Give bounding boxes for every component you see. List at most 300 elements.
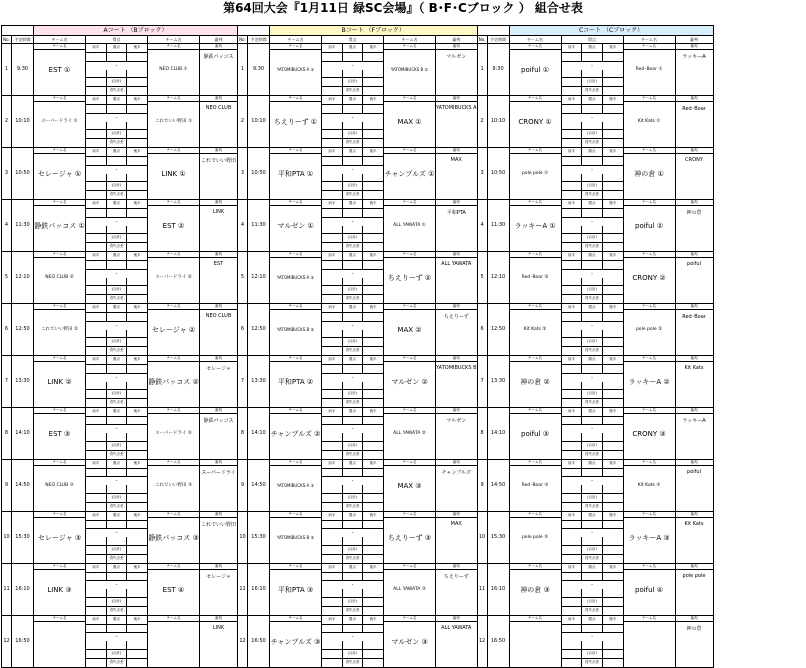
- sub-label: 勝点: [107, 408, 128, 416]
- score-header-row: [86, 304, 147, 313]
- referee-cell: [675, 407, 713, 459]
- away-team-name: MAX ③: [397, 481, 422, 490]
- court-c-header: Cコート （Cブロック）: [509, 26, 713, 36]
- score-slot: [86, 87, 107, 95]
- score-dash-row: [562, 633, 623, 641]
- score-slot: [127, 130, 147, 138]
- half1-label: 前半: [322, 460, 343, 468]
- referee-label: 審判: [436, 564, 477, 570]
- score-header-row: [86, 408, 147, 417]
- score-slot: [127, 70, 147, 78]
- home-team-name: NEO CLUB ③: [45, 482, 74, 488]
- score-cell: [561, 459, 623, 511]
- pk-row: [322, 295, 383, 303]
- team-label: チーム名: [270, 304, 321, 310]
- score-slot: [562, 191, 583, 199]
- pk-row: [562, 243, 623, 251]
- pk-label: 得失点差: [582, 555, 603, 563]
- score-slot: [562, 529, 582, 537]
- referee-cell: [436, 303, 478, 355]
- referee-cell: [675, 303, 713, 355]
- sub-label: 勝点: [343, 148, 364, 156]
- score-slot: [603, 417, 623, 425]
- score-row: [562, 174, 623, 183]
- score-slot: [602, 218, 622, 226]
- score-row: [562, 70, 623, 79]
- pk-label: 得失点差: [582, 87, 603, 95]
- score-row: [562, 469, 623, 478]
- score-slot: [322, 425, 342, 433]
- score-row: [562, 209, 623, 218]
- match-time: 10:10: [12, 95, 34, 147]
- total-row: [322, 78, 383, 87]
- score-slot: [582, 70, 603, 78]
- match-number: 5: [238, 251, 248, 303]
- team-header: チーム名: [384, 36, 436, 44]
- team-label: チーム名: [148, 148, 199, 154]
- away-team-name: Kit Kats ①: [637, 118, 661, 124]
- away-team-name: マルゼン ②: [391, 377, 428, 386]
- score-slot: [603, 87, 623, 95]
- score-slot: [107, 209, 128, 217]
- score-slot: [127, 338, 147, 346]
- team-label: チーム名: [624, 512, 675, 518]
- referee-label: 審判: [200, 564, 237, 570]
- score-slot: [562, 374, 582, 382]
- score-slot: [322, 130, 343, 138]
- score-slot: [363, 417, 383, 425]
- score-slot: [582, 485, 603, 493]
- score-slot: [562, 295, 583, 303]
- score-slot: [86, 555, 107, 563]
- sub-label: 勝点: [107, 44, 128, 52]
- score-row: [86, 174, 147, 183]
- team-label: チーム名: [624, 96, 675, 102]
- referee-label: 審判: [436, 148, 477, 154]
- score-slot: [127, 546, 147, 554]
- score-slot: [603, 261, 623, 269]
- match-number: 3: [2, 147, 12, 199]
- score-row: [86, 313, 147, 322]
- score-row: [322, 313, 383, 322]
- away-team-name: CRONY ③: [632, 429, 666, 438]
- score-row: [322, 261, 383, 270]
- score-dash: -: [591, 270, 593, 277]
- score-slot: [127, 477, 147, 485]
- total-label: (合計): [582, 234, 603, 242]
- referee-label: 審判: [436, 408, 477, 414]
- score-slot: [86, 529, 106, 537]
- score-dash-row: [322, 218, 383, 226]
- pk-label: 得失点差: [343, 191, 364, 199]
- match-row: [2, 615, 714, 667]
- team-label: チーム名: [510, 460, 561, 466]
- spacer: [238, 26, 270, 36]
- score-slot: [107, 469, 128, 477]
- away-team-cell: [148, 407, 200, 459]
- score-slot: [562, 607, 583, 615]
- score-slot: [562, 451, 583, 459]
- half1-label: 前半: [562, 512, 583, 520]
- match-number: 5: [2, 251, 12, 303]
- score-slot: [127, 469, 147, 477]
- score-dash-row: [86, 322, 147, 330]
- referee-label: 審判: [676, 460, 713, 466]
- score-slot: [603, 485, 623, 493]
- pk-label: 得失点差: [107, 451, 128, 459]
- half2-label: 後半: [609, 460, 617, 465]
- half1-label: 前半: [86, 408, 107, 416]
- team-label: チーム名: [34, 356, 85, 362]
- total-row: [86, 182, 147, 191]
- score-slot: [343, 209, 364, 217]
- score-slot: [107, 313, 128, 321]
- referee-label: 審判: [200, 148, 237, 154]
- score-cell: [322, 199, 384, 251]
- score-row: [86, 417, 147, 426]
- away-team-cell: [148, 511, 200, 563]
- match-time: 10:50: [487, 147, 509, 199]
- score-dash: -: [115, 166, 118, 173]
- score-slot: [603, 191, 623, 199]
- half2-label: 後半: [369, 460, 377, 465]
- referee-cell: [436, 615, 478, 667]
- match-time: 14:50: [12, 459, 34, 511]
- score-slot: [86, 313, 107, 321]
- referee-label: 審判: [200, 408, 237, 414]
- score-slot: [602, 477, 622, 485]
- pk-row: [86, 347, 147, 355]
- half1-label: 前半: [562, 96, 583, 104]
- team-label: チーム名: [34, 44, 85, 50]
- score-slot: [603, 105, 623, 113]
- score-slot: [322, 62, 342, 70]
- score-slot: [86, 218, 106, 226]
- score-slot: [582, 330, 603, 338]
- home-team-cell: [509, 563, 561, 615]
- score-slot: [127, 633, 147, 641]
- referee-label: 審判: [200, 460, 237, 466]
- referee-cell: [675, 251, 713, 303]
- referee-label: 審判: [436, 460, 477, 466]
- score-slot: [322, 53, 343, 61]
- score-dash-row: [322, 529, 383, 537]
- score-row: [562, 382, 623, 391]
- score-dash: -: [351, 270, 354, 277]
- away-team-cell: [384, 251, 436, 303]
- total-row: [322, 546, 383, 555]
- score-header: 得点: [86, 36, 148, 44]
- pk-label: 得失点差: [107, 399, 128, 407]
- away-team-name: [148, 622, 199, 662]
- score-slot: [363, 286, 383, 294]
- referee-name: 平和PTA: [446, 209, 466, 216]
- score-slot: [582, 53, 603, 61]
- score-slot: [582, 433, 603, 441]
- sub-label: 勝点: [343, 200, 364, 208]
- score-cell: [561, 303, 623, 355]
- score-slot: [343, 105, 364, 113]
- score-slot: [363, 503, 383, 511]
- score-slot: [602, 529, 622, 537]
- half1-label: 前半: [86, 564, 107, 572]
- referee-cell: [675, 95, 713, 147]
- away-team-cell: [623, 95, 675, 147]
- score-dash-row: [322, 166, 383, 174]
- score-slot: [603, 226, 623, 234]
- team-label: チーム名: [148, 304, 199, 310]
- team-label: チーム名: [510, 512, 561, 518]
- score-slot: [107, 330, 128, 338]
- pk-label: 得失点差: [582, 659, 603, 667]
- score-cell: [561, 251, 623, 303]
- score-slot: [562, 598, 583, 606]
- half2-label: 後半: [369, 616, 377, 621]
- half2-label: 後半: [609, 408, 617, 413]
- score-slot: [127, 451, 147, 459]
- pk-label: 得失点差: [343, 503, 364, 511]
- score-cell: [86, 303, 148, 355]
- score-slot: [582, 589, 603, 597]
- team-label: チーム名: [624, 408, 675, 414]
- score-slot: [363, 322, 383, 330]
- score-slot: [602, 270, 622, 278]
- referee-cell: [200, 355, 238, 407]
- score-slot: [603, 243, 623, 251]
- half1-label: 前半: [562, 564, 583, 572]
- away-team-name: ちえりーず ②: [387, 273, 432, 282]
- referee-label: 審判: [200, 44, 237, 50]
- score-slot: [582, 278, 603, 286]
- team-label: チーム名: [34, 616, 85, 622]
- score-slot: [127, 347, 147, 355]
- half2-label: 後半: [609, 96, 617, 101]
- score-row: [322, 157, 383, 166]
- half1-label: 前半: [562, 304, 583, 312]
- score-slot: [562, 218, 582, 226]
- total-row: [322, 234, 383, 243]
- score-slot: [86, 573, 107, 581]
- pk-row: [322, 503, 383, 511]
- match-time: 11:30: [12, 199, 34, 251]
- referee-cell: [200, 407, 238, 459]
- pk-row: [86, 87, 147, 95]
- score-cell: [86, 147, 148, 199]
- score-header-row: [562, 512, 623, 521]
- team-label: チーム名: [510, 148, 561, 154]
- score-slot: [582, 625, 603, 633]
- sub-label: 勝点: [582, 200, 603, 208]
- score-cell: [322, 251, 384, 303]
- score-slot: [343, 157, 364, 165]
- score-slot: [322, 433, 343, 441]
- referee-name: MAX: [450, 520, 462, 527]
- score-header-row: [562, 408, 623, 417]
- score-dash-row: [562, 218, 623, 226]
- home-team-name: チャンプルズ ②: [270, 429, 321, 438]
- score-slot: [363, 485, 383, 493]
- half1-label: 前半: [562, 148, 583, 156]
- half2-label: 後半: [133, 564, 141, 569]
- sub-label: 勝点: [582, 512, 603, 520]
- team-label: チーム名: [510, 44, 561, 50]
- total-row: [562, 78, 623, 87]
- half1-label: 前半: [322, 44, 343, 52]
- score-slot: [86, 62, 106, 70]
- match-time: 12:10: [487, 251, 509, 303]
- team-label: チーム名: [148, 408, 199, 414]
- score-slot: [86, 78, 107, 86]
- away-team-name: マルゼン ③: [391, 637, 428, 646]
- match-time: 14:50: [248, 459, 270, 511]
- total-row: [562, 546, 623, 555]
- score-row: [86, 70, 147, 79]
- score-slot: [86, 469, 107, 477]
- score-row: [562, 625, 623, 634]
- team-label: チーム名: [624, 148, 675, 154]
- score-dash-row: [562, 425, 623, 433]
- score-slot: [127, 122, 147, 130]
- score-cell: [561, 355, 623, 407]
- score-slot: [343, 573, 364, 581]
- score-slot: [86, 114, 106, 122]
- score-row: [322, 573, 383, 582]
- score-slot: [363, 209, 383, 217]
- score-slot: [343, 469, 364, 477]
- home-team-cell: [270, 147, 322, 199]
- home-team-name: 平和PTA ③: [277, 585, 314, 594]
- score-slot: [562, 322, 582, 330]
- referee-cell: [200, 44, 238, 96]
- score-slot: [343, 174, 364, 182]
- score-slot: [322, 641, 343, 649]
- referee-cell: [675, 615, 713, 667]
- score-slot: [86, 209, 107, 217]
- team-label: チーム名: [510, 356, 561, 362]
- away-team-name: NEO CLUB ①: [159, 67, 188, 72]
- half1-label: 前半: [322, 512, 343, 520]
- score-slot: [86, 338, 107, 346]
- sub-label: 勝点: [107, 200, 128, 208]
- score-slot: [602, 633, 622, 641]
- half1-label: 前半: [86, 356, 107, 364]
- score-slot: [363, 641, 383, 649]
- referee-cell: [200, 615, 238, 667]
- score-slot: [322, 607, 343, 615]
- referee-name: Kit Kats: [684, 520, 704, 527]
- score-slot: [343, 226, 364, 234]
- score-cell: [322, 147, 384, 199]
- score-slot: [322, 650, 343, 658]
- score-slot: [582, 469, 603, 477]
- score-slot: [343, 330, 364, 338]
- score-slot: [562, 589, 583, 597]
- pk-row: [86, 451, 147, 459]
- pk-label: 得失点差: [343, 555, 364, 563]
- pk-label: 得失点差: [582, 503, 603, 511]
- score-slot: [86, 182, 107, 190]
- match-time: 12:50: [487, 303, 509, 355]
- total-row: [86, 546, 147, 555]
- sub-label: 勝点: [343, 616, 364, 624]
- score-slot: [582, 105, 603, 113]
- half2-label: 後半: [133, 356, 141, 361]
- pk-row: [562, 139, 623, 147]
- team-label: チーム名: [34, 96, 85, 102]
- team-label: チーム名: [148, 564, 199, 570]
- score-row: [322, 625, 383, 634]
- half2-label: 後半: [609, 200, 617, 205]
- away-team-cell: [623, 615, 675, 667]
- score-slot: [602, 114, 622, 122]
- score-slot: [343, 417, 364, 425]
- score-slot: [562, 209, 583, 217]
- away-team-name: EST ④: [162, 585, 185, 594]
- score-slot: [582, 313, 603, 321]
- total-label: (合計): [343, 234, 364, 242]
- referee-label: 審判: [676, 564, 713, 570]
- score-slot: [562, 347, 583, 355]
- score-row: [86, 278, 147, 287]
- score-slot: [127, 295, 147, 303]
- home-team-name: ちえりーず ①: [273, 117, 318, 126]
- referee-name: LINK: [212, 208, 225, 215]
- home-team-name: YATOMIBUCKS A ①: [276, 67, 315, 72]
- score-slot: [363, 70, 383, 78]
- score-slot: [562, 270, 582, 278]
- home-team-cell: [34, 355, 86, 407]
- score-slot: [343, 261, 364, 269]
- score-slot: [107, 537, 128, 545]
- score-row: [322, 521, 383, 530]
- sub-label: 勝点: [582, 564, 603, 572]
- score-slot: [603, 209, 623, 217]
- away-team-name: pole pole ②: [635, 326, 663, 332]
- total-row: [562, 650, 623, 659]
- score-slot: [363, 650, 383, 658]
- score-slot: [363, 174, 383, 182]
- sub-label: 勝点: [343, 512, 364, 520]
- total-label: (合計): [107, 650, 128, 658]
- team-label: チーム名: [34, 512, 85, 518]
- score-dash: -: [115, 218, 118, 225]
- score-slot: [86, 70, 107, 78]
- referee-name: これでいい野田: [200, 157, 236, 164]
- score-slot: [127, 659, 147, 667]
- match-number: 6: [477, 303, 487, 355]
- referee-cell: [200, 511, 238, 563]
- referee-cell: [675, 199, 713, 251]
- score-slot: [562, 546, 583, 554]
- half2-label: 後半: [369, 96, 377, 101]
- team-label: チーム名: [270, 512, 321, 518]
- score-slot: [322, 469, 343, 477]
- score-row: [562, 278, 623, 287]
- referee-label: 審判: [676, 512, 713, 518]
- away-team-name: Kit Kats ③: [637, 482, 661, 488]
- score-cell: [322, 563, 384, 615]
- referee-name: セレージャ: [206, 365, 231, 372]
- half2-label: 後半: [133, 45, 141, 49]
- total-label: (合計): [582, 650, 603, 658]
- score-slot: [127, 243, 147, 251]
- match-number: 7: [238, 355, 248, 407]
- score-row: [322, 417, 383, 426]
- referee-label: 審判: [676, 200, 713, 206]
- score-row: [322, 209, 383, 218]
- score-slot: [562, 399, 583, 407]
- match-row: [2, 407, 714, 459]
